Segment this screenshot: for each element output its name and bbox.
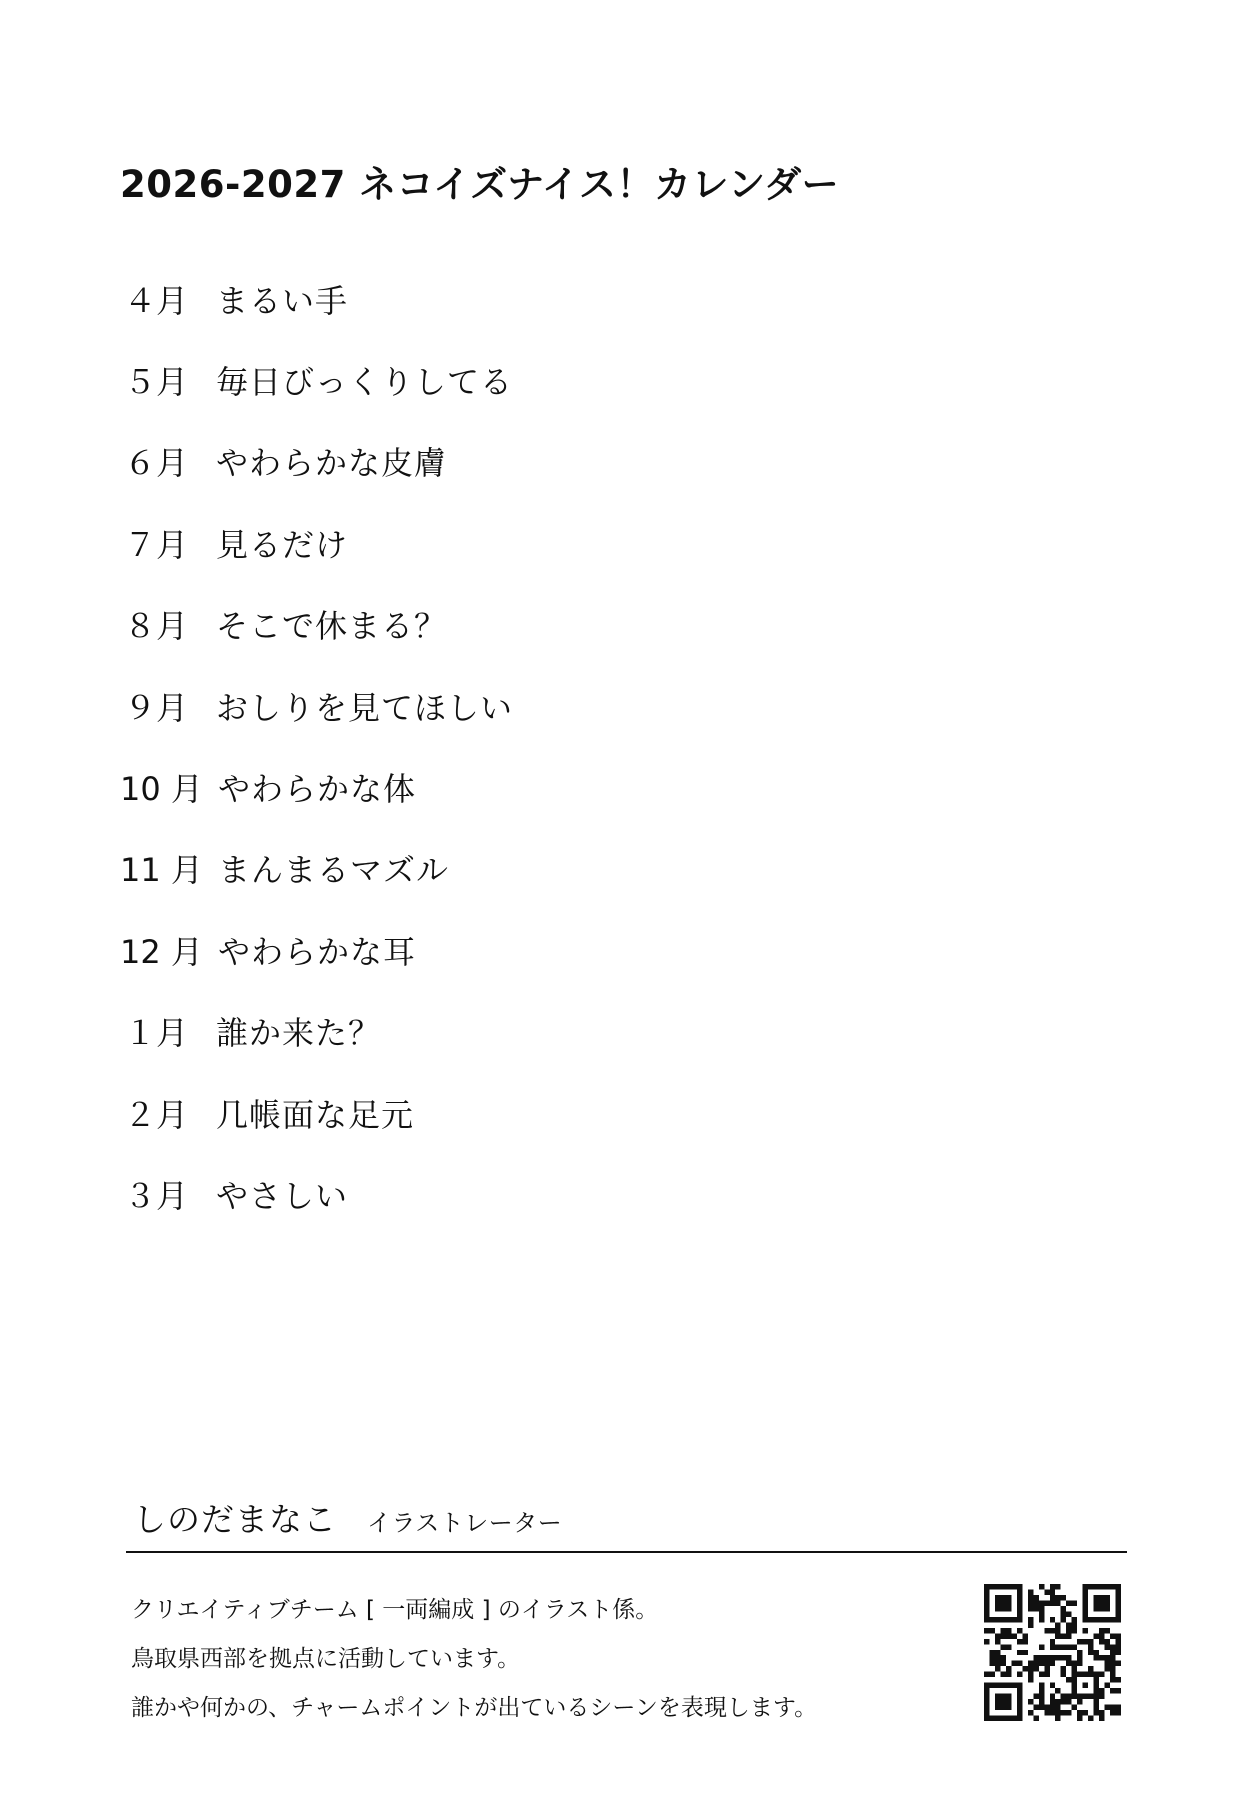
author-name: しのだまなこ: [133, 1500, 337, 1539]
description-line: クリエイティブチーム [ 一両編成 ] のイラスト係。: [131, 1597, 659, 1623]
list-item: [120, 341, 820, 422]
month-theme: 誰か来た？: [216, 1014, 382, 1053]
month-theme: 毎日びっくりしてる: [216, 363, 514, 402]
month-theme: やわらかな皮膚: [216, 444, 448, 483]
list-item: [120, 830, 820, 911]
month-label: ６月: [124, 444, 189, 483]
month-theme: おしりを見てほしい: [216, 688, 514, 727]
page-title: 2026-2027 ネコイズナイス！カレンダー: [120, 163, 840, 206]
author-role: イラストレーター: [367, 1509, 563, 1537]
list-item: [120, 260, 820, 341]
list-item: [120, 911, 820, 992]
author-block: [133, 1498, 562, 1545]
month-theme: まんまるマズル: [218, 851, 450, 890]
list-item: [120, 993, 820, 1074]
list-item: [120, 586, 820, 667]
month-label: 11 月: [120, 851, 203, 890]
list-item: [120, 504, 820, 585]
list-item: [120, 1155, 820, 1236]
month-theme: やわらかな体: [218, 770, 417, 809]
month-label: ２月: [124, 1095, 189, 1134]
month-theme: 几帳面な足元: [216, 1095, 415, 1134]
month-label: ３月: [124, 1176, 189, 1215]
list-item: [120, 667, 820, 748]
list-item: [120, 1074, 820, 1155]
month-theme: 見るだけ: [216, 525, 349, 564]
author-description: [131, 1586, 951, 1733]
month-label: 10 月: [120, 770, 203, 809]
month-label: ４月: [124, 281, 189, 320]
month-theme: やさしい: [216, 1176, 349, 1215]
list-item: [120, 748, 820, 829]
month-label: ９月: [124, 688, 189, 727]
divider: [126, 1551, 1127, 1553]
month-label: 12 月: [120, 932, 203, 971]
month-theme: まるい手: [216, 281, 349, 320]
list-item: [120, 423, 820, 504]
description-line: 誰かや何かの、チャームポイントが出ているシーンを表現します。: [131, 1695, 818, 1721]
month-label: ８月: [124, 607, 189, 646]
description-line: 鳥取県西部を拠点に活動しています。: [131, 1646, 521, 1672]
month-theme: そこで休まる？: [216, 607, 448, 646]
month-label: ７月: [124, 525, 189, 564]
month-theme: やわらかな耳: [218, 932, 417, 971]
month-label: １月: [124, 1014, 189, 1053]
month-label: ５月: [124, 363, 189, 402]
month-list: [120, 260, 820, 1237]
qr-code-icon[interactable]: [984, 1584, 1121, 1721]
